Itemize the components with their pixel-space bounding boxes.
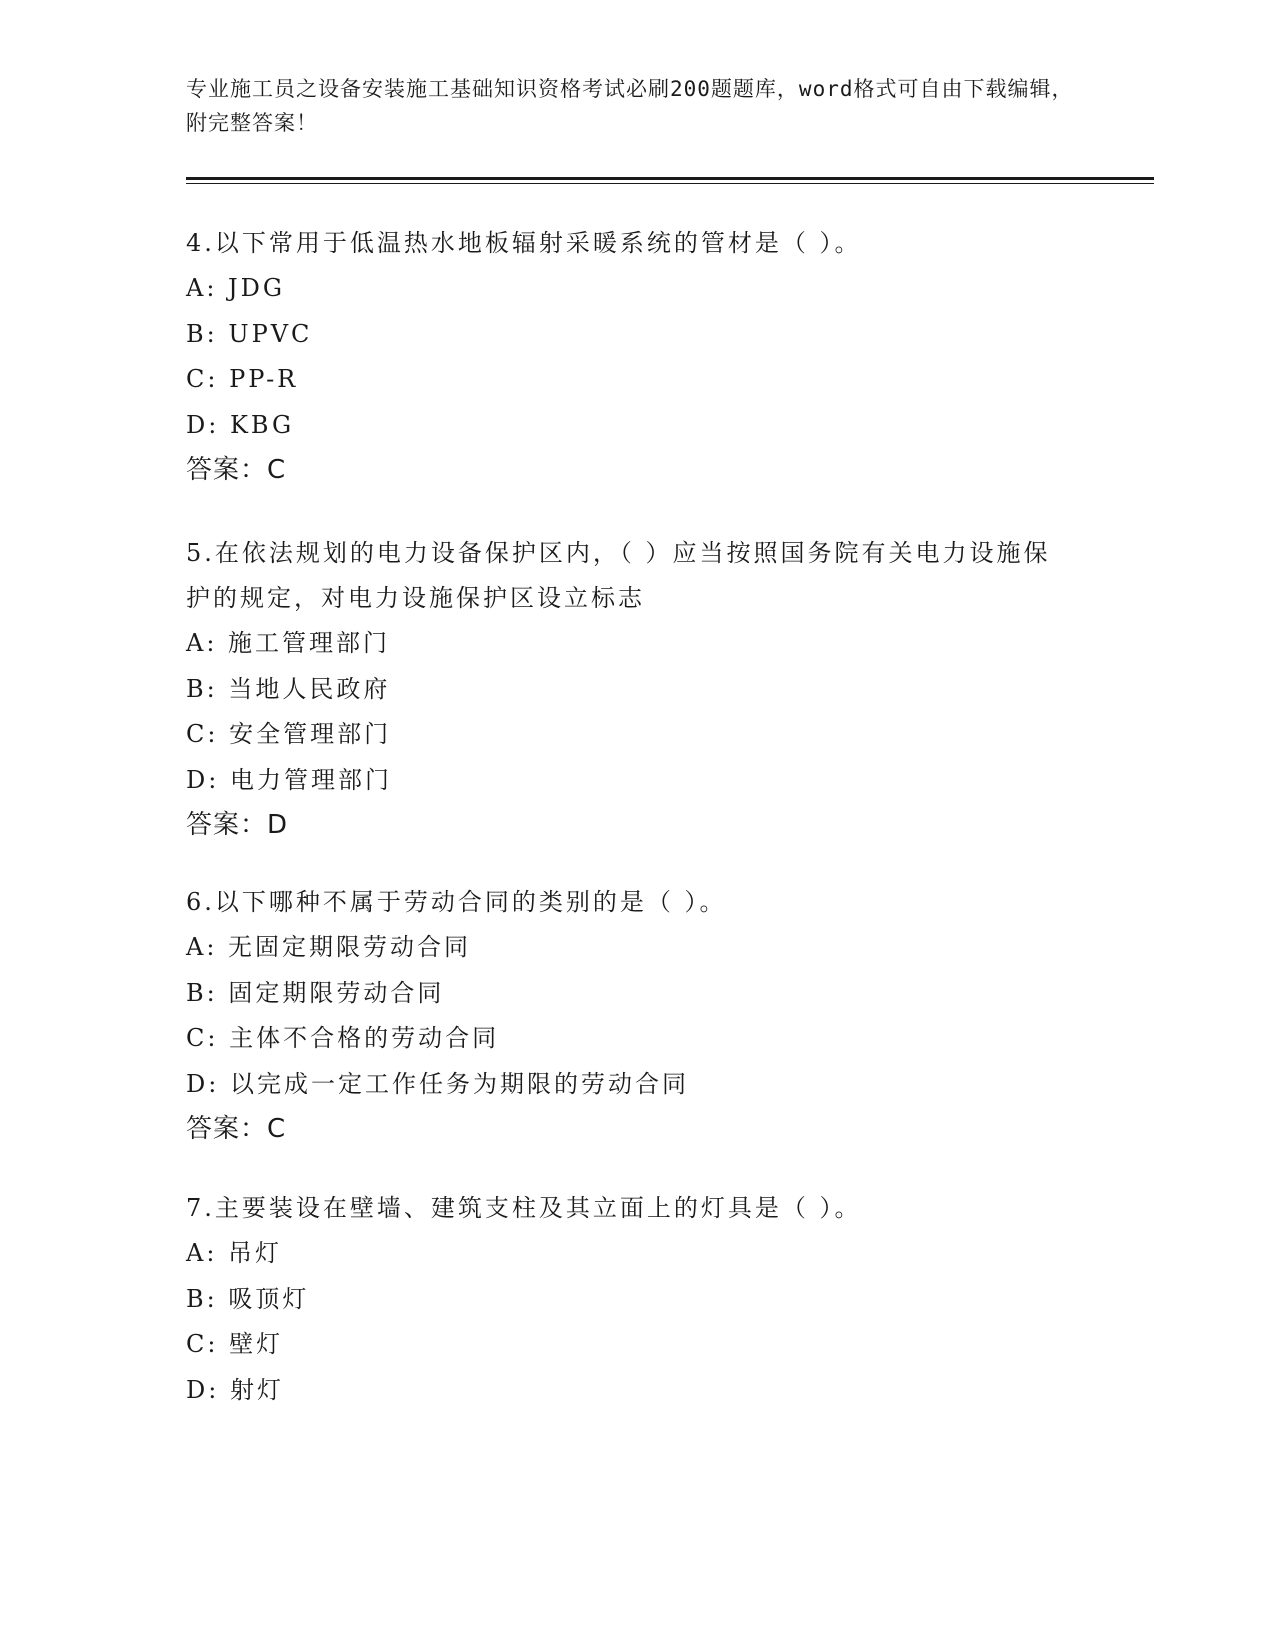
header-divider-thin (186, 183, 1154, 184)
option-b: B: UPVC (186, 319, 313, 348)
option-c: C: 安全管理部门 (186, 720, 392, 748)
option-d: D: KBG (186, 410, 295, 439)
question-7 (186, 1186, 1106, 1413)
option-b: B: 吸顶灯 (186, 1284, 310, 1313)
document-header: 专业施工员之设备安装施工基础知识资格考试必刷200题题库，word格式可自由下载编辑，附完整答案！ (186, 77, 1074, 135)
question-text: 5.在依法规划的电力设备保护区内，（ ）应当按照国务院有关电力设施保护的规定，对电力设施保护区设立标志 (186, 539, 1051, 612)
answer: 答案：C (186, 1114, 287, 1144)
answer: 答案：D (186, 810, 289, 840)
question-text: 4.以下常用于低温热水地板辐射采暖系统的管材是（ ）。 (186, 229, 862, 257)
option-a: A: 施工管理部门 (186, 629, 391, 657)
question-text: 6.以下哪种不属于劳动合同的类别的是（ ）。 (186, 888, 727, 916)
option-a: A: JDG (186, 274, 286, 302)
question-text: 7.主要装设在壁墙、建筑支柱及其立面上的灯具是（ ）。 (186, 1194, 862, 1222)
option-c: C: 壁灯 (186, 1330, 284, 1358)
option-d: D: 电力管理部门 (186, 765, 392, 794)
option-c: C: 主体不合格的劳动合同 (186, 1024, 500, 1052)
question-6 (186, 880, 1106, 1151)
question-5 (186, 531, 1056, 847)
question-4 (186, 221, 1106, 492)
header-divider-thick (186, 177, 1154, 180)
option-b: B: 当地人民政府 (186, 674, 391, 703)
option-c: C: PP-R (186, 365, 299, 393)
option-d: D: 以完成一定工作任务为期限的劳动合同 (186, 1069, 689, 1098)
option-d: D: 射灯 (186, 1375, 284, 1404)
answer: 答案：C (186, 455, 287, 485)
option-a: A: 吊灯 (186, 1239, 283, 1267)
option-a: A: 无固定期限劳动合同 (186, 933, 472, 961)
option-b: B: 固定期限劳动合同 (186, 978, 445, 1007)
